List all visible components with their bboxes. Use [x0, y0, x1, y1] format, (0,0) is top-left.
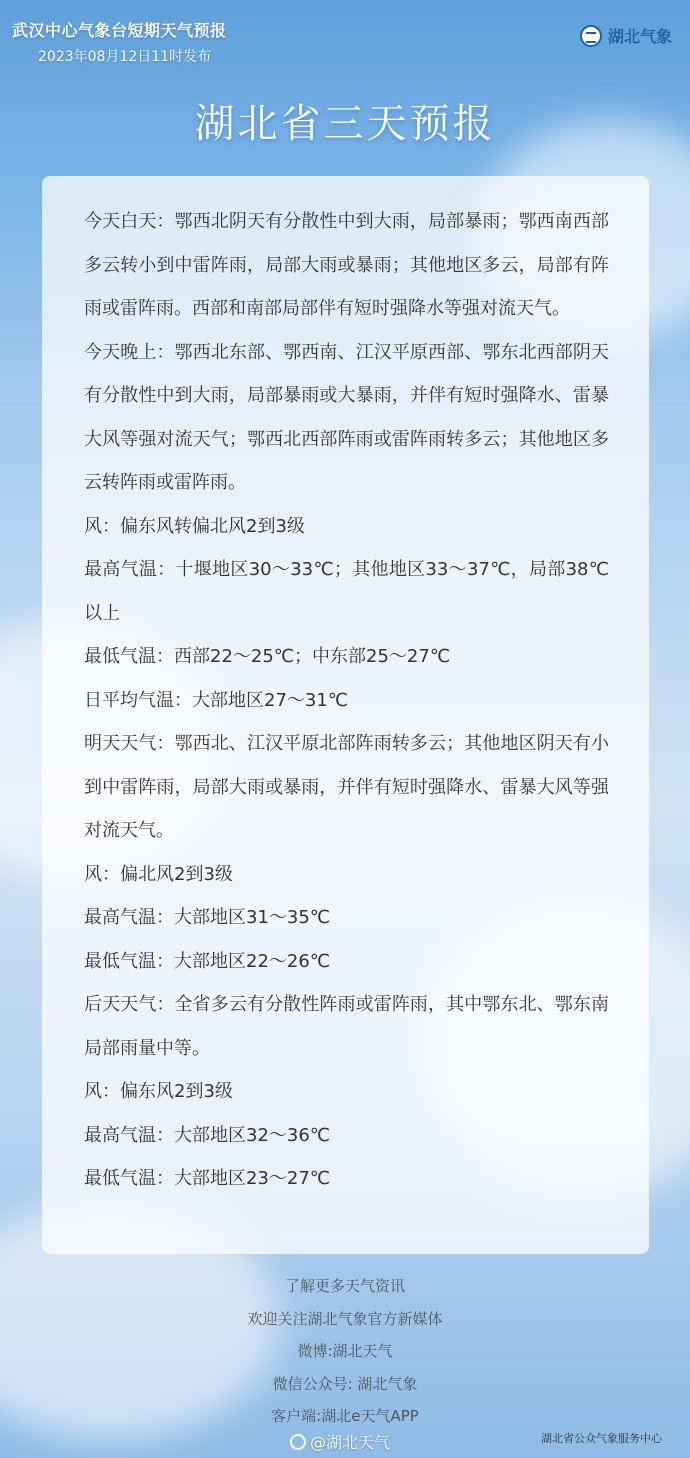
logo-text: 湖北气象	[607, 27, 672, 46]
hubei-meteorology-logo-icon	[580, 25, 602, 47]
forecast-day-after-max-temp: 最高气温：大部地区32～36℃	[84, 1124, 331, 1146]
footer-app: 客户端:湖北e天气APP	[271, 1407, 419, 1425]
forecast-today-max-temp: 最高气温：十堰地区30～33℃；其他地区33～37℃，局部38℃以上	[84, 559, 609, 624]
footer-wechat: 微信公众号: 湖北气象	[272, 1374, 418, 1393]
issue-time: 2023年08月12日11时发布	[38, 49, 212, 65]
forecast-today-day: 今天白天：鄂西北阴天有分散性中到大雨，局部暴雨；鄂西南西部多云转小到中雷阵雨，局部大雨或暴雨；其他地区多云，局部有阵雨或雷阵雨。西部和南部局部伴有短时强降水等强对流天气。	[84, 211, 609, 319]
footer-weibo: 微博:湖北天气	[297, 1342, 393, 1360]
forecast-today-night: 今天晚上：鄂西北东部、鄂西南、江汉平原西部、鄂东北西部阴天有分散性中到大雨，局部暴雨或大暴雨，并伴有短时强降水、雷暴大风等强对流天气；鄂西北西部阵雨或雷阵雨转多云；其他地区多云转阵雨或雷阵雨。	[84, 341, 609, 493]
forecast-tomorrow-max-temp: 最高气温：大部地区31～35℃	[84, 907, 331, 928]
weibo-icon	[290, 1434, 306, 1450]
weibo-handle: @湖北天气	[310, 1433, 391, 1452]
page-title: 湖北省三天预报	[194, 101, 496, 147]
brand-logo	[580, 24, 672, 47]
footer-line: 了解更多天气资讯	[284, 1277, 405, 1295]
forecast-day-after-wind: 风：偏东风2到3级	[84, 1081, 233, 1102]
forecast-today-avg-temp: 日平均气温：大部地区27～31℃	[84, 689, 349, 711]
weibo-watermark	[290, 1430, 390, 1453]
forecast-tomorrow: 明天天气：鄂西北、江汉平原北部阵雨转多云；其他地区阴天有小到中雷阵雨，局部大雨或暴雨，并伴有短时强降水、雷暴大风等强对流天气。	[84, 733, 609, 841]
org-name: 湖北省公众气象服务中心	[541, 1432, 662, 1445]
forecast-day-after-min-temp: 最低气温：大部地区23～27℃	[84, 1168, 331, 1189]
forecast-day-after: 后天天气：全省多云有分散性阵雨或雷阵雨，其中鄂东北、鄂东南局部雨量中等。	[84, 994, 609, 1059]
forecast-today-min-temp: 最低气温：西部22～25℃；中东部25～27℃	[84, 646, 451, 667]
forecast-tomorrow-min-temp: 最低气温：大部地区22～26℃	[84, 950, 331, 972]
forecast-today-wind: 风：偏东风转偏北风2到3级	[84, 515, 305, 537]
issuer-title: 武汉中心气象台短期天气预报	[12, 21, 227, 40]
forecast-tomorrow-wind: 风：偏北风2到3级	[84, 863, 233, 885]
footer-info	[0, 1270, 690, 1433]
footer-line: 欢迎关注湖北气象官方新媒体	[247, 1309, 443, 1328]
forecast-content	[42, 200, 609, 1201]
